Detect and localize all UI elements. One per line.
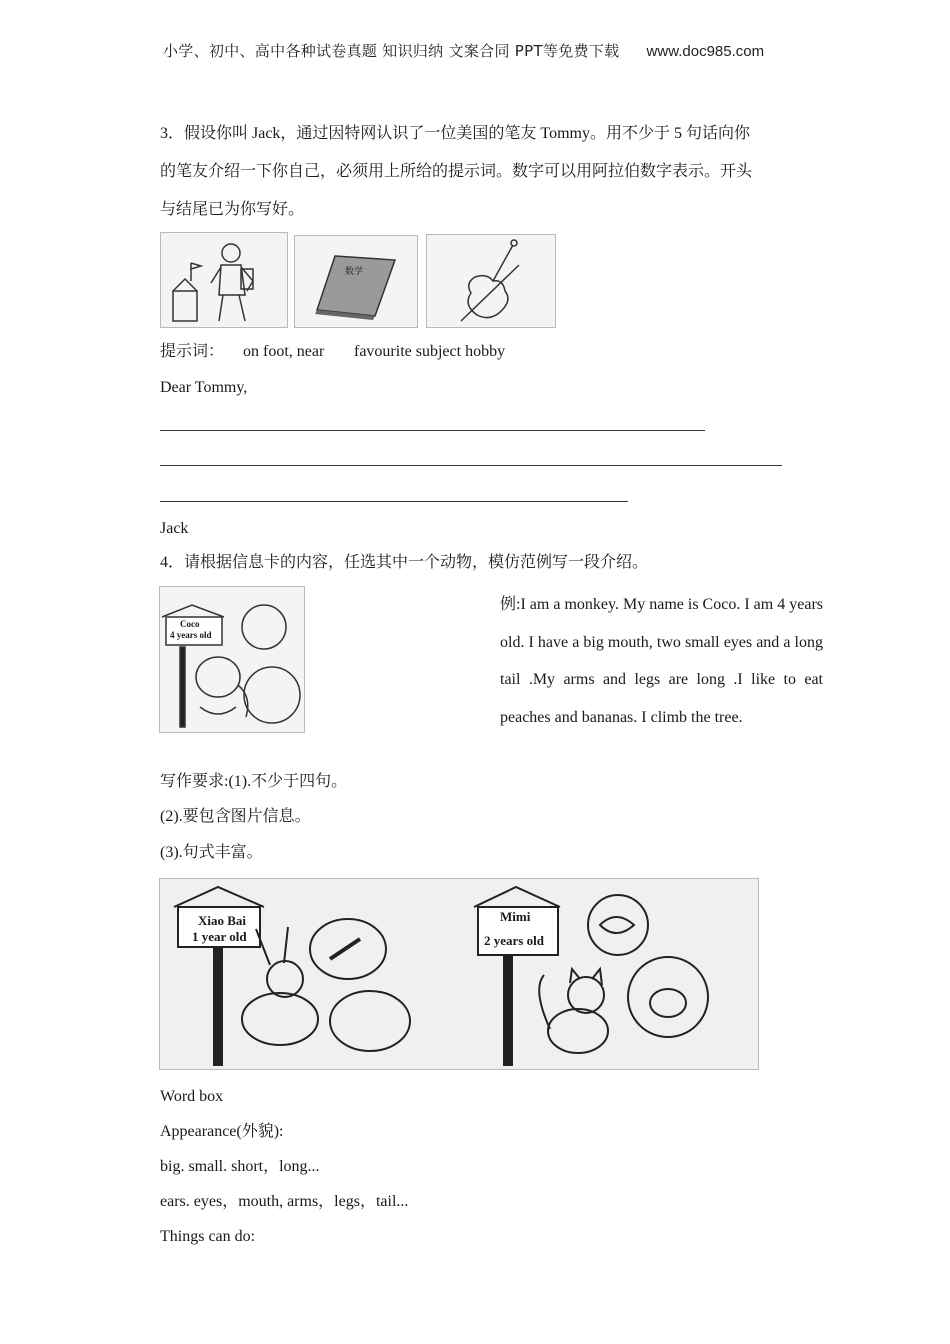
answer-line-3[interactable] (160, 501, 628, 502)
q3-line-1: 3．假设你叫 Jack，通过因特网认识了一位美国的笔友 Tommy。用不少于 5 句话向你 (160, 125, 750, 142)
body-part-list: ears. eyes，mouth, arms，legs，tail... (160, 1193, 409, 1210)
book-icon (295, 236, 417, 327)
header-text: 小学、初中、高中各种试卷真题 知识归纳 文案合同 PPT等免费下载 (163, 42, 620, 60)
q3-line-2: 的笔友介绍一下你自己，必须用上所给的提示词。数字可以用阿拉伯数字表示。开头 (160, 163, 753, 180)
q4-instruction: 4．请根据信息卡的内容，任选其中一个动物，模仿范例写一段介绍。 (160, 554, 649, 571)
violin-picture (426, 234, 556, 328)
letter-signature: Jack (160, 520, 189, 537)
page-header (163, 40, 764, 61)
math-book-picture (294, 235, 418, 328)
hint-words-2: favourite subject hobby (354, 343, 506, 360)
adjective-list: big. small. short，long... (160, 1158, 320, 1175)
letter-greeting: Dear Tommy, (160, 379, 248, 396)
requirement-1: 写作要求:(1).不少于四句。 (160, 773, 348, 790)
boy-walking-icon (161, 233, 287, 327)
monkey-icon (160, 587, 304, 732)
header-url[interactable]: www.doc985.com (646, 43, 765, 60)
things-can-do-label: Things can do: (160, 1228, 256, 1245)
example-paragraph: 例:I am a monkey. My name is Coco. I am 4 years old. I have a big mouth, two small eyes and a long tail .My arms and legs are long .I like to eat peaches and bananas. I climb the tree. (500, 596, 823, 726)
boy-walking-picture (160, 232, 288, 328)
hint-words-1: on foot, near (243, 343, 325, 360)
xiaobai-sign-name: Xiao Bai (198, 913, 247, 928)
mimi-sign-name: Mimi (500, 909, 531, 924)
hint-label: 提示词： (160, 343, 225, 360)
book-label: 数学 (345, 267, 364, 277)
rabbit-and-cat-illustration (160, 879, 758, 1069)
requirement-2: (2).要包含图片信息。 (160, 808, 311, 825)
xiaobai-sign-age: 1 year old (192, 929, 247, 944)
q3-line-3: 与结尾已为你写好。 (160, 201, 305, 218)
coco-sign-age: 4 years old (170, 630, 212, 640)
violin-icon (427, 235, 555, 327)
answer-line-2[interactable] (160, 465, 782, 466)
animals-picture (159, 878, 759, 1070)
requirement-3: (3).句式丰富。 (160, 844, 263, 861)
mimi-sign-age: 2 years old (484, 933, 544, 948)
coco-sign-name: Coco (180, 619, 200, 629)
appearance-label: Appearance(外貌): (160, 1123, 284, 1140)
word-box-title: Word box (160, 1088, 224, 1105)
answer-line-1[interactable] (160, 430, 705, 431)
coco-monkey-picture (159, 586, 305, 733)
